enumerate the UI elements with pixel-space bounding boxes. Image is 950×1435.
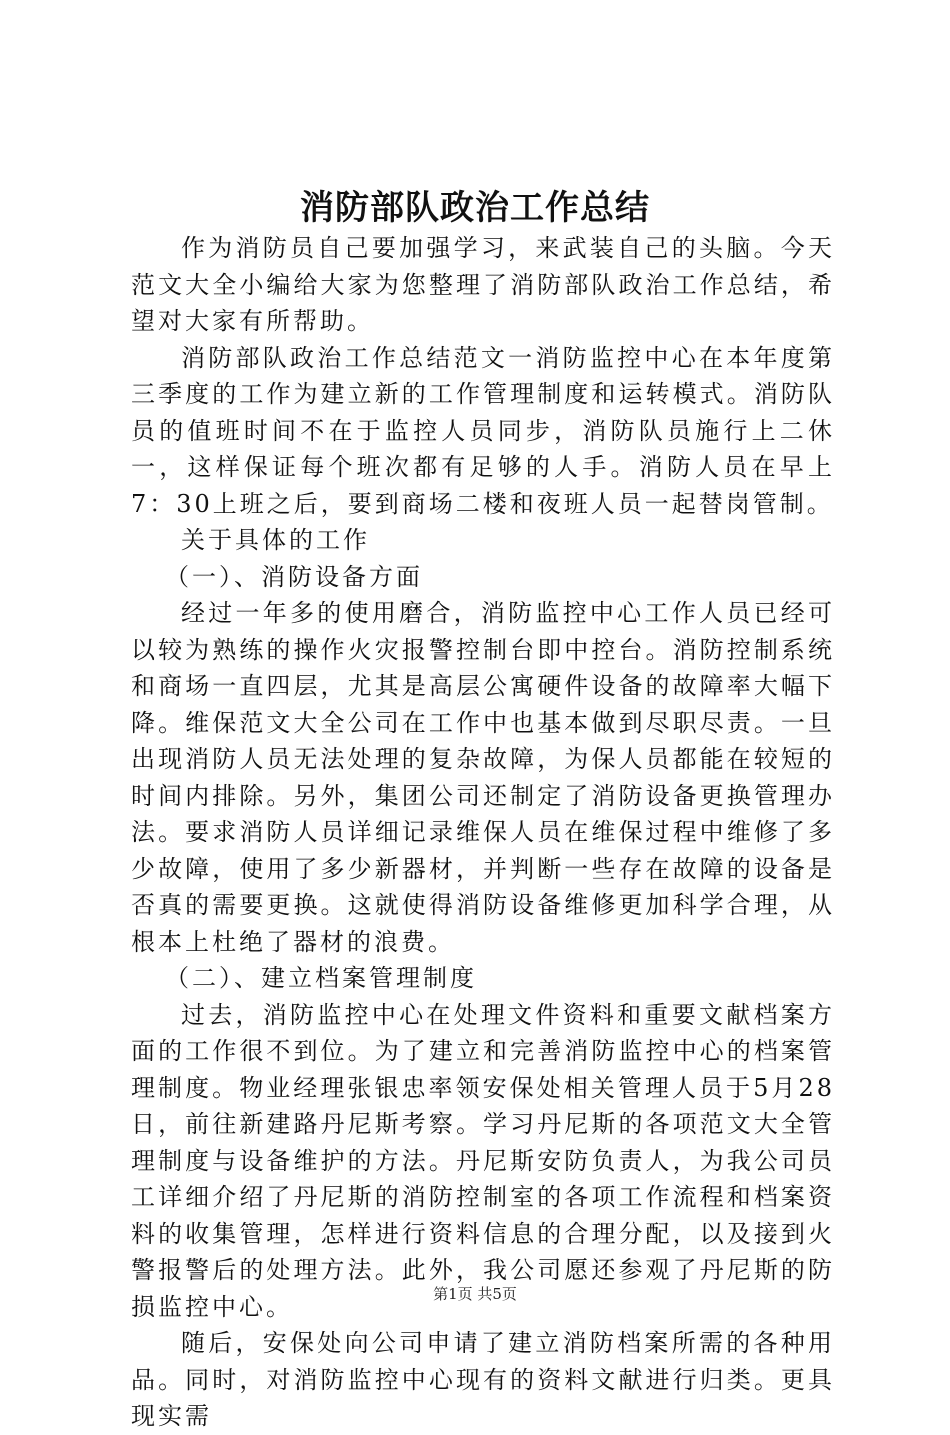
page-footer: 第1页 共5页 <box>433 1285 517 1303</box>
paragraph-archives: 过去，消防监控中心在处理文件资料和重要文献档案方面的工作很不到位。为了建立和完善消防监控中心的档案管理制度。物业经理张银忠率领安保处相关管理人员于5月28日，前往新建路丹尼斯考察。学习丹尼斯的各项范文大全管理制度与设备维护的方法。丹尼斯安防负责人，为我公司员工详细介绍了丹尼斯的消防控制室的各项工作流程和档案资料的收集管理，怎样进行资料信息的合理分配，以及接到火警报警后的处理方法。此外，我公司愿还参观了丹尼斯的防损监控中心。 <box>131 1000 835 1321</box>
subsection-heading-archives: （二）、建立档案管理制度 <box>165 964 477 992</box>
document-body <box>131 230 835 1435</box>
subsection-heading-equipment: （一）、消防设备方面 <box>165 562 423 591</box>
paragraph-equipment: 经过一年多的使用磨合，消防监控中心工作人员已经可以较为熟练的操作火灾报警控制台即中控台。消防控制系统和商场一直四层，尤其是高层公寓硬件设备的故障率大幅下降。维保范文大全公司在工作中也基本做到尽职尽责。一旦出现消防人员无法处理的复杂故障，为保人员都能在较短的时间内排除。另外，集团公司还制定了消防设备更换管理办法。要求消防人员详细记录维保人员在维保过程中维修了多少故障，使用了多少新器材，并判断一些存在故障的设备是否真的需要更换。这就使得消防设备维修更加科学合理，从根本上杜绝了器材的浪费。 <box>131 599 835 956</box>
paragraph-followup: 随后，安保处向公司申请了建立消防档案所需的各种用品。同时，对消防监控中心现有的资料文献进行归类。更具现实需 <box>131 1329 835 1430</box>
document-title: 消防部队政治工作总结 <box>300 188 650 228</box>
paragraph-intro: 作为消防员自己要加强学习，来武装自己的头脑。今天范文大全小编给大家为您整理了消防部队政治工作总结，希望对大家有所帮助。 <box>131 234 835 335</box>
section-heading: 关于具体的工作 <box>181 526 370 554</box>
paragraph-summary: 消防部队政治工作总结范文一消防监控中心在本年度第三季度的工作为建立新的工作管理制度和运转模式。消防队员的值班时间不在于监控人员同步，消防队员施行上二休一，这样保证每个班次都有足够的人手。消防人员在早上7：30上班之后，要到商场二楼和夜班人员一起替岗管制。 <box>131 343 835 518</box>
